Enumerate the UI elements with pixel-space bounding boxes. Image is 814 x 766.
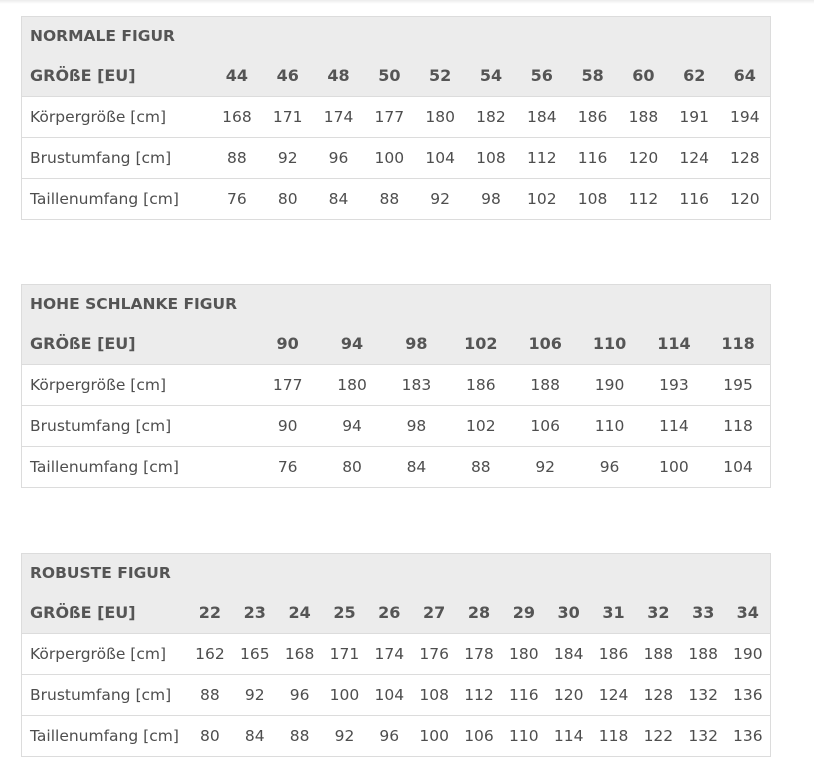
table-row <box>22 447 771 488</box>
value-cell: 80 <box>342 458 362 476</box>
value-cell: 178 <box>457 634 502 675</box>
row-label: Taillenumfang [cm] <box>30 458 179 476</box>
value-cell: 88 <box>289 727 310 745</box>
table-title-row <box>22 554 771 593</box>
value-cell: 96 <box>277 675 322 716</box>
table-header-row <box>22 323 771 365</box>
row-label: Körpergröße [cm] <box>22 97 212 138</box>
size-header-cell: 110 <box>577 323 641 365</box>
value-cell: 116 <box>567 138 618 179</box>
header-label: GRÖßE [EU] <box>22 55 212 97</box>
size-header-cell: 46 <box>262 55 313 97</box>
value-cell: 180 <box>320 365 384 406</box>
table-row <box>22 97 771 138</box>
size-header-cell: 50 <box>364 55 415 97</box>
value-cell: 90 <box>256 406 320 447</box>
table-row <box>22 406 771 447</box>
value-cell: 171 <box>262 97 313 138</box>
value-cell: 88 <box>379 190 400 208</box>
table-row <box>22 716 771 757</box>
value-cell: 120 <box>546 675 591 716</box>
value-cell: 76 <box>227 190 247 208</box>
value-cell: 191 <box>669 97 720 138</box>
row-label: Brustumfang [cm] <box>22 138 212 179</box>
size-header-cell: 64 <box>720 55 771 97</box>
value-cell: 190 <box>577 365 641 406</box>
value-cell: 168 <box>277 634 322 675</box>
size-header-cell: 90 <box>256 323 320 365</box>
row-label: Brustumfang [cm] <box>22 675 188 716</box>
value-cell: 118 <box>706 406 770 447</box>
size-header-cell: 62 <box>669 55 720 97</box>
value-cell: 188 <box>618 97 669 138</box>
size-header-cell: 31 <box>591 592 636 634</box>
value-cell: 114 <box>642 406 706 447</box>
value-cell: 100 <box>419 727 449 745</box>
value-cell: 183 <box>384 365 448 406</box>
value-cell: 122 <box>643 727 674 745</box>
value-cell: 116 <box>679 190 710 208</box>
size-header-cell: 114 <box>642 323 706 365</box>
value-cell: 118 <box>598 727 629 745</box>
value-cell: 110 <box>577 406 641 447</box>
value-cell: 132 <box>688 727 718 745</box>
value-cell: 108 <box>577 190 608 208</box>
value-cell: 112 <box>628 190 659 208</box>
size-header-cell: 118 <box>706 323 770 365</box>
value-cell: 92 <box>262 138 313 179</box>
size-header-cell: 33 <box>681 592 726 634</box>
value-cell: 132 <box>681 675 726 716</box>
size-header-cell: 29 <box>501 592 546 634</box>
value-cell: 186 <box>591 634 636 675</box>
value-cell: 174 <box>367 634 412 675</box>
value-cell: 177 <box>364 97 415 138</box>
value-cell: 92 <box>334 727 355 745</box>
value-cell: 98 <box>481 190 501 208</box>
value-cell: 193 <box>642 365 706 406</box>
size-table-robuste-figur <box>21 553 771 757</box>
size-header-cell: 102 <box>449 323 513 365</box>
value-cell: 194 <box>720 97 771 138</box>
value-cell: 96 <box>379 727 400 745</box>
size-header-cell: 27 <box>412 592 457 634</box>
value-cell: 124 <box>669 138 720 179</box>
value-cell: 186 <box>567 97 618 138</box>
value-cell: 184 <box>516 97 567 138</box>
value-cell: 88 <box>470 458 491 476</box>
value-cell: 94 <box>320 406 384 447</box>
size-header-cell: 60 <box>618 55 669 97</box>
size-header-cell: 34 <box>726 592 771 634</box>
value-cell: 84 <box>406 458 427 476</box>
table-title: ROBUSTE FIGUR <box>22 554 771 593</box>
table-title-row <box>22 17 771 56</box>
value-cell: 136 <box>726 675 771 716</box>
value-cell: 104 <box>415 138 466 179</box>
value-cell: 84 <box>328 190 349 208</box>
size-header-cell: 24 <box>277 592 322 634</box>
value-cell: 92 <box>232 675 277 716</box>
size-table-hohe-schlanke-figur <box>21 284 771 488</box>
value-cell: 124 <box>591 675 636 716</box>
size-header-cell: 48 <box>313 55 364 97</box>
value-cell: 112 <box>516 138 567 179</box>
value-cell: 176 <box>412 634 457 675</box>
value-cell: 174 <box>313 97 364 138</box>
size-header-cell: 58 <box>567 55 618 97</box>
value-cell: 168 <box>212 97 263 138</box>
value-cell: 108 <box>466 138 517 179</box>
table-header-row <box>22 592 771 634</box>
size-header-cell: 28 <box>457 592 502 634</box>
table-row <box>22 138 771 179</box>
value-cell: 80 <box>277 190 298 208</box>
value-cell: 76 <box>277 458 298 476</box>
value-cell: 92 <box>535 458 556 476</box>
size-header-cell: 44 <box>212 55 263 97</box>
value-cell: 180 <box>501 634 546 675</box>
value-cell: 102 <box>526 190 557 208</box>
value-cell: 88 <box>188 675 233 716</box>
size-header-cell: 25 <box>322 592 367 634</box>
size-header-cell: 23 <box>232 592 277 634</box>
row-label: Körpergröße [cm] <box>22 634 188 675</box>
value-cell: 184 <box>546 634 591 675</box>
value-cell: 106 <box>513 406 577 447</box>
value-cell: 136 <box>733 727 763 745</box>
value-cell: 116 <box>501 675 546 716</box>
row-label: Körpergröße [cm] <box>22 365 256 406</box>
value-cell: 190 <box>726 634 771 675</box>
row-label: Brustumfang [cm] <box>22 406 256 447</box>
value-cell: 106 <box>464 727 494 745</box>
size-header-cell: 56 <box>516 55 567 97</box>
value-cell: 102 <box>449 406 513 447</box>
value-cell: 110 <box>509 727 539 745</box>
size-header-cell: 32 <box>636 592 681 634</box>
table-row <box>22 634 771 675</box>
size-header-cell: 26 <box>367 592 412 634</box>
value-cell: 162 <box>188 634 233 675</box>
value-cell: 182 <box>466 97 517 138</box>
row-label: Taillenumfang [cm] <box>30 190 179 208</box>
value-cell: 96 <box>599 458 620 476</box>
table-title: NORMALE FIGUR <box>22 17 771 56</box>
value-cell: 92 <box>430 190 451 208</box>
table-header-row <box>22 55 771 97</box>
value-cell: 188 <box>681 634 726 675</box>
size-header-cell: 94 <box>320 323 384 365</box>
size-header-cell: 106 <box>513 323 577 365</box>
value-cell: 120 <box>618 138 669 179</box>
header-label: GRÖßE [EU] <box>22 323 256 365</box>
value-cell: 80 <box>200 727 220 745</box>
value-cell: 177 <box>256 365 320 406</box>
value-cell: 100 <box>322 675 367 716</box>
value-cell: 88 <box>212 138 263 179</box>
value-cell: 112 <box>457 675 502 716</box>
table-title-row <box>22 285 771 324</box>
value-cell: 114 <box>553 727 584 745</box>
table-title: HOHE SCHLANKE FIGUR <box>22 285 771 324</box>
value-cell: 188 <box>513 365 577 406</box>
value-cell: 104 <box>723 458 753 476</box>
value-cell: 96 <box>313 138 364 179</box>
value-cell: 108 <box>412 675 457 716</box>
size-header-cell: 54 <box>466 55 517 97</box>
value-cell: 100 <box>364 138 415 179</box>
size-table-normale-figur <box>21 16 771 220</box>
value-cell: 120 <box>730 190 760 208</box>
table-row <box>22 675 771 716</box>
value-cell: 128 <box>720 138 771 179</box>
value-cell: 188 <box>636 634 681 675</box>
value-cell: 186 <box>449 365 513 406</box>
value-cell: 171 <box>322 634 367 675</box>
value-cell: 98 <box>384 406 448 447</box>
value-cell: 104 <box>367 675 412 716</box>
value-cell: 195 <box>706 365 770 406</box>
size-header-cell: 52 <box>415 55 466 97</box>
row-label: Taillenumfang [cm] <box>30 727 179 745</box>
top-shadow <box>0 0 814 4</box>
header-label: GRÖßE [EU] <box>22 592 188 634</box>
value-cell: 84 <box>244 727 265 745</box>
value-cell: 128 <box>636 675 681 716</box>
size-header-cell: 22 <box>188 592 233 634</box>
value-cell: 100 <box>659 458 689 476</box>
value-cell: 165 <box>232 634 277 675</box>
value-cell: 180 <box>415 97 466 138</box>
size-header-cell: 30 <box>546 592 591 634</box>
table-row <box>22 365 771 406</box>
size-header-cell: 98 <box>384 323 448 365</box>
table-row <box>22 179 771 220</box>
